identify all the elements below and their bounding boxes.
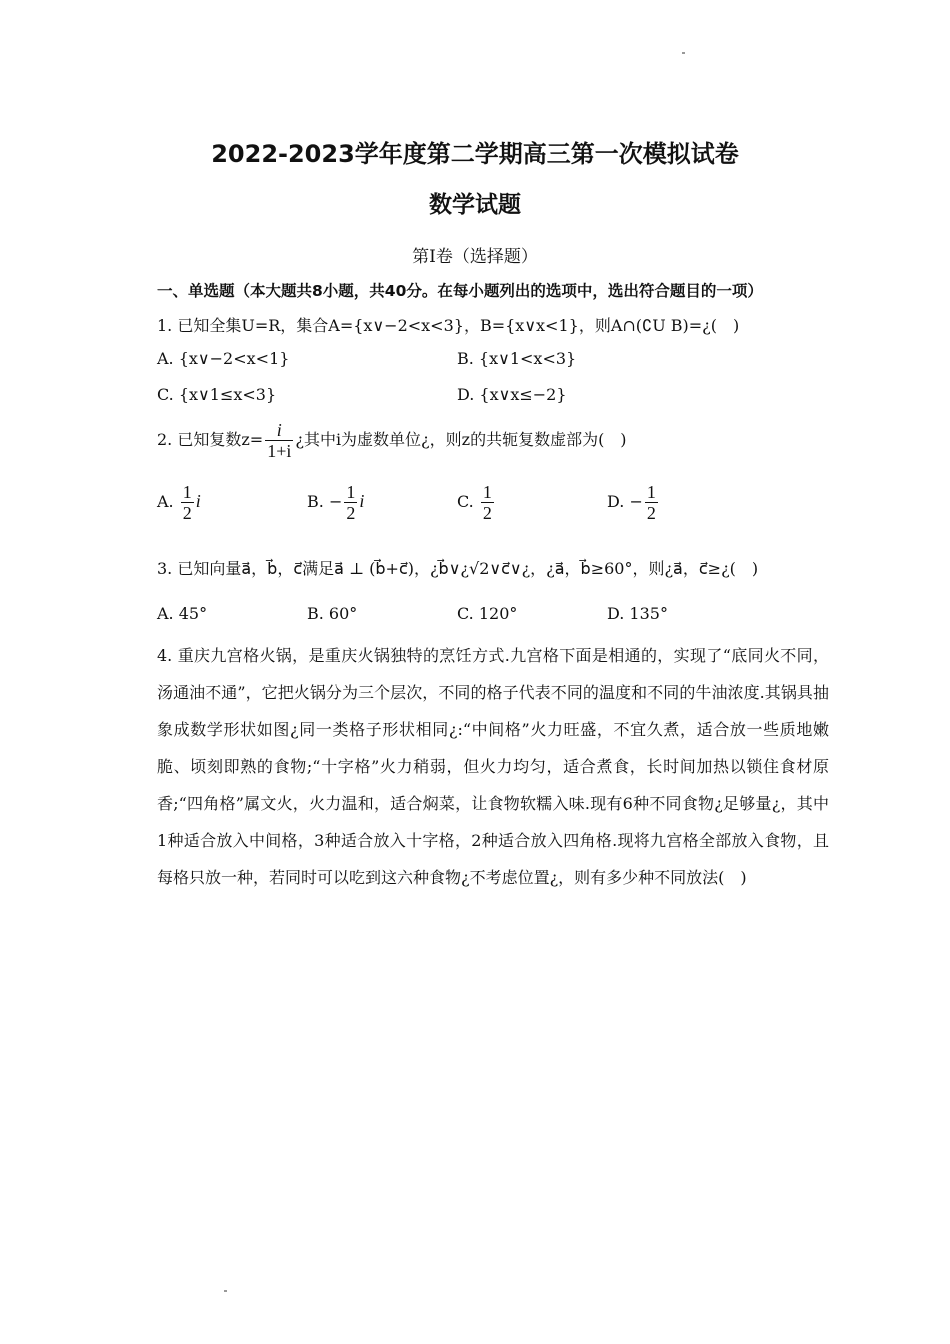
- q2-a-num: 1: [182, 482, 192, 502]
- q3-option-b: B. 60°: [307, 604, 358, 623]
- q2-option-c: [457, 482, 496, 523]
- q2-c-label: C.: [457, 492, 474, 511]
- q2-fraction: [265, 420, 293, 461]
- q2-b-den: 2: [346, 503, 356, 523]
- q2-suffix: ¿其中i为虚数单位¿，则z的共轭复数虚部为( ): [295, 430, 627, 449]
- q3-option-d: D. 135°: [607, 604, 668, 623]
- q3-option-c: C. 120°: [457, 604, 518, 623]
- q4-text: 4. 重庆九宫格火锅，是重庆火锅独特的烹饪方式.九宫格下面是相通的，实现了“底同火不同，汤通油不通”，它把火锅分为三个层次，不同的格子代表不同的温度和不同的牛油浓度.其锅具抽象成数学形状如图¿同一类格子形状相同¿:“中间格”火力旺盛，不宜久煮，适合放一些质地嫩脆、顷刻即熟的食物;“十字格”火力稍弱，但火力均匀，适合煮食，长时间加热以锁住食材原香;“四角格”属文火，火力温和，适合焖菜，让食物软糯入味.现有6种不同食物¿足够量¿，其中1种适合放入中间格，3种适合放入十字格，2种适合放入四角格.现将九宫格全部放入食物，且每格只放一种，若同时可以吃到这六种食物¿不考虑位置¿，则有多少种不同放法( ): [157, 646, 829, 887]
- q1-option-c: C. {x∨1≤x<3}: [157, 385, 277, 404]
- exam-title: 2022-2023学年度第二学期高三第一次模拟试卷: [211, 140, 739, 168]
- q2-c-frac: [481, 482, 494, 523]
- q2-b-tail: i: [359, 491, 365, 511]
- corner-mark-bottom: [224, 1290, 227, 1292]
- q3-stem: 3. 已知向量a⃗，b⃗，c⃗满足a⃗ ⊥ (b⃗+c⃗)，¿b⃗∨¿√2∨c⃗∨¿，¿a⃗，b⃗≥60°，则¿a⃗，c⃗≥¿( ): [157, 559, 759, 578]
- volume-heading: 第Ⅰ卷（选择题）: [412, 247, 538, 267]
- q2-option-b: [307, 482, 364, 523]
- q1-option-a: A. {x∨−2<x<1}: [157, 349, 290, 368]
- corner-mark-top: [682, 52, 685, 54]
- q2-b-label: B.: [307, 492, 324, 511]
- section-heading: 一、单选题（本大题共8小题，共40分。在每小题列出的选项中，选出符合题目的一项）: [157, 282, 763, 300]
- q2-a-frac: [181, 482, 194, 523]
- q2-prefix: 2. 已知复数z=: [157, 430, 264, 449]
- q3-option-a: A. 45°: [157, 604, 208, 623]
- q1-option-b: B. {x∨1<x<3}: [457, 349, 577, 368]
- q2-frac-num: i: [265, 420, 293, 441]
- q2-c-den: 2: [482, 503, 492, 523]
- q1-option-d: D. {x∨x≤−2}: [457, 385, 567, 404]
- q2-frac-den: 1+i: [267, 441, 292, 461]
- q2-a-den: 2: [182, 503, 192, 523]
- q2-option-a: [157, 482, 201, 523]
- q2-b-num: 1: [346, 482, 356, 502]
- q1-stem: 1. 已知全集U=R，集合A={x∨−2<x<3}，B={x∨x<1}，则A∩(∁U B)=¿( ): [157, 316, 740, 335]
- q2-a-tail: i: [195, 491, 201, 511]
- q2-b-frac: [344, 482, 357, 523]
- q2-d-sign: −: [629, 492, 643, 511]
- q2-option-d: [607, 482, 660, 523]
- q2-a-label: A.: [157, 492, 174, 511]
- q2-d-den: 2: [646, 503, 656, 523]
- exam-subtitle: 数学试题: [429, 192, 521, 218]
- q2-d-num: 1: [646, 482, 656, 502]
- q2-d-frac: [645, 482, 658, 523]
- q2-stem: [157, 420, 627, 461]
- q2-d-label: D.: [607, 492, 625, 511]
- q2-c-num: 1: [482, 482, 492, 502]
- q2-b-sign: −: [328, 492, 343, 511]
